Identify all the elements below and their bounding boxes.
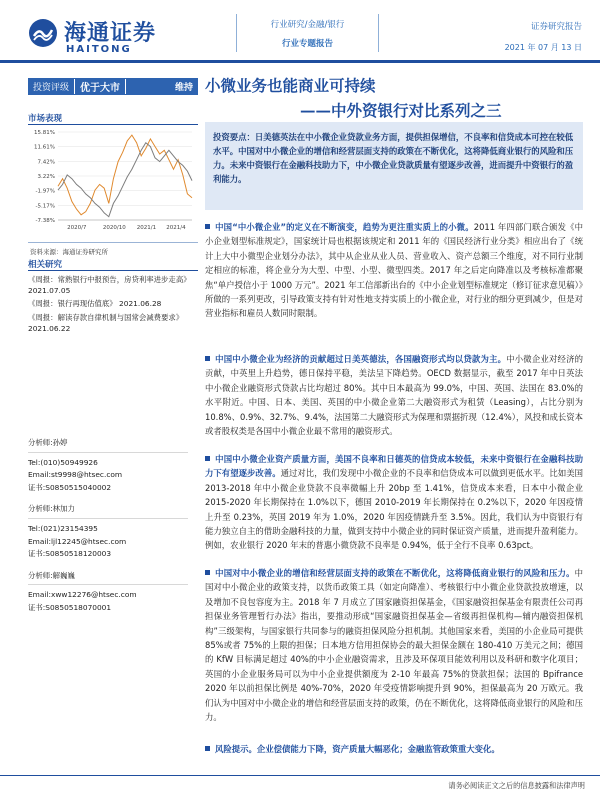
footer-disclaimer: 请务必阅读正文之后的信息披露和法律声明 [448,781,585,790]
analyst-tel: Tel:(010)50949926 [28,457,98,467]
header-rule [0,60,600,63]
related-research-list [28,274,200,336]
chart-source: 资料来源：海通证券研究所 [30,248,108,256]
rating-action: 维持 [174,83,193,93]
chart-y-tick-label: -1.97% [35,188,55,195]
chart-y-tick-label: 3.22% [37,174,55,180]
analyst-email[interactable]: Email:st9998@htsec.com [28,470,123,480]
header-category-block [240,18,375,49]
analyst-block [28,503,200,560]
related-research-item[interactable] [28,298,200,309]
chart-x-tick-label: 2021/1 [136,225,157,231]
analyst-block [28,570,200,615]
related-research-item[interactable] [28,274,200,296]
chart-x-tick-label: 2020/7 [67,225,87,231]
bullet-highlight: 中国对中小微企业的增信和经营层面支持的政策在不断优化，这将降低商业银行的风险和压力。 [215,568,575,578]
chart-y-tick-label: -5.17% [35,203,55,210]
footer-rule [0,775,600,776]
report-subtitle: ——中外资银行对比系列之三 [300,101,502,120]
bullet-section [205,742,583,756]
analyst-block [28,437,200,494]
bullet-text: 中小微企业对经济的贡献，中英里上升趋势，德日保持平稳，美法呈下降趋势。OECD 数据显示，截至 2017 年中日英法中小微企业融资形式贷款占比均超过 80%。其中日本最高为 99.0%，中国、英国、法国在 83.0%的水平附近。中国、日本、美国、英国的中小微企业第二大融资形式为租赁（Leasing），占比分别为 10.8%、0.9%、32.7%、9.4%，法国第二大融资形式为保理和票据折现（12.4%），风投和成长资本或者股权类是各国中小微企业最不常用的融资形式。 [205,354,584,437]
analyst-cert: 证书:S0850515040002 [28,482,112,492]
report-date: 2021 年 07 月 13 日 [504,43,582,52]
bullet-highlight: 中国中小微企业为经济的贡献超过日美英德法，各国融资形式均以贷款为主。 [215,354,507,364]
investment-rating-bar [28,78,198,95]
chart-series-line [58,135,192,215]
report-title: 小微业务也能商业可持续 [205,76,376,95]
related-research-title-text: 《周报：银行再现估值底》 [28,299,120,309]
related-research-title-text: 《周报：常熟银行中报预告，房贷利率进步走高》 [28,275,191,284]
analyst-name: 分析师:孙婷 [28,438,68,447]
section-rule [28,270,198,271]
header-doc-block [460,20,582,53]
market-chart-svg [28,126,198,242]
summary-text: 日美德英法在中小微企业贷款业务方面，提供担保增信，不良率和信贷成本可控在较低水平。中国对中小微企业的增信和经营层面支持的政策在不断优化，这将降低商业银行的风险和压力。未来中资银行在金融科技助力下，中小微企业贷款质量有望逐步改善，进而提升中资银行的盈利能力。 [213,132,574,184]
analyst-rule [28,584,188,585]
analyst-email[interactable]: Email:xww12276@htsec.com [28,590,137,600]
bullet-text: 2011 年四部门联合颁发《中小企业划型标准规定》，国家统计局也根据该规定和 2011 年的《国民经济行业分类》相应出台了《统计上大中小微型企业划分办法》，其中从企业从业人员、营业收入、资产总额三个维度，对不同行业制定相应的标准，将企业分为大型、中型、小型、微型四类。2017 年之后定向降准以及考核标准都聚焦“单户授信小于 1000 万元”。2021 年工信部新出台的《中小企业划型标准规定（修订征求意见稿）》所做的一系列更改，引导政策支持有针对性地支持实质上的小微企业，对行业的细分更到减少，但是对营业指标和雇员人数同时限制。 [205,222,583,319]
rating-value: 优于大市 [74,79,126,94]
related-research-item[interactable] [28,312,200,334]
bullet-highlight: 中国中小微企业资产质量方面，美国不良率和日德英的信贷成本较低，未来中资银行在金融科技助力下有望逐步改善。 [205,454,583,479]
related-research-title-text: 《周报：解读存款自律机制与国常会减费要求》 [28,312,184,322]
logo-chinese-text: 海通证券 [64,20,157,46]
bullet-highlight: 中国“中小微企业”的定义在不断演变，趋势为更注重实质上的小微。 [215,222,474,232]
company-logo [28,14,163,58]
logo-english-text: HAITONG [66,44,132,55]
chart-y-tick-label: 7.42% [37,159,55,166]
analyst-tel: Tel:(021)23154395 [28,523,98,533]
header-divider [236,14,237,52]
header-divider [378,14,379,52]
chart-bottom-rule [28,242,198,243]
chart-y-tick-label: 15.81% [34,130,55,136]
investment-summary [205,122,583,210]
related-research-date: 2021.06.28 [119,299,162,309]
bullet-marker [205,570,210,575]
rating-label: 投资评级 [33,83,70,93]
analyst-email[interactable]: Email:ljl12245@htsec.com [28,536,127,546]
document-type: 证券研究报告 [530,22,582,32]
analyst-name: 分析师:解巍巍 [28,570,75,580]
bullet-marker [205,224,210,229]
bullet-section [205,352,583,438]
bullet-section [205,452,583,553]
chart-x-tick-label: 2021/4 [166,225,186,231]
bullet-marker [205,746,210,751]
analyst-cert: 证书:S0850518120003 [28,549,112,559]
related-research-date: 2021.06.22 [28,323,71,333]
bullet-marker [205,356,210,361]
bullet-section [205,220,583,321]
related-research-title: 相关研究 [28,260,63,270]
bullet-highlight: 风险提示。企业偿债能力下降，资产质量大幅恶化；金融监管政策重大变化。 [215,744,500,754]
section-rule [28,124,198,125]
report-category: 行业研究/金融/银行 [270,20,345,30]
bullet-text: 中国对中小微企业的政策支持，以货币政策工具（如定向降准）、考核银行中小微企业贷款投放增速，以及增加不良包容度为主。2018 年 7 月成立了国家融资担保基金，《国家融资担保基金有限责任公司再担保业务管理暂行办法》指出，要推动形成“国家融资担保基金—省级再担保机构—辅内融资担保机构”三级架构，与国家银行共同参与的融资担保风险分担机制。其他国家来看，美国的小企业局可提供 85%或者 75%的上限的担保；日本地方信用担保协会的最大担保金额在 180-410 万美元之间；德国的 KfW 目标满足超过 40%的中小企业融资需求，且涉及环保项目能效利用以及科研和数字化项目；英国的小企业服务局可以为中小企业提供额度为 2-10 年最高 75%的贷款担保；法国的 Bpifrance 2020 年以前担保比例是 40%-70%，2020 年受疫情影响提升到 90%，担保最高为 20 万欧元。我们认为中国对中小微企业的增信和经营层面支持的政策，仍在不断优化，这将降低商业银行的风险和压力。 [205,568,583,723]
chart-y-tick-label: -7.38% [35,218,55,224]
bullet-text: 通过对比，我们发现中小微企业的不良率和信贷成本可以做到更低水平。比如美国 2013-2018 年中小微企业贷款不良率微幅上升 20bp 至 1.41%，信贷成本来看，日本中小微企业 2015-2020 年长期保持在 1.0%以下，德国 2010-2019 年长期保持在 0.2%以下，2020 年因疫情上升至 0.23%，英国 2019 年为 1.0%，2020 年因疫情跳升至 3.5%。因此，我们认为中资银行有能力独立自主的借助金融科技的力量，做到支持中小微企业的同时保证资产质量，进而提升盈利能力。例如，农业银行 2020 年末的普惠小微贷款不良率是 0.94%，低于全行不良率 0.63pct。 [205,468,584,551]
analyst-cert: 证书:S0850518070001 [28,602,112,612]
analyst-rule [28,518,188,519]
analyst-rule [28,452,188,453]
market-section-title: 市场表现 [28,114,63,124]
haitong-logo-icon [28,18,58,48]
analyst-name: 分析师:林加力 [28,504,75,514]
chart-y-tick-label: 11.61% [34,144,55,151]
bullet-marker [205,456,210,461]
chart-x-tick-label: 2020/10 [102,225,126,231]
market-chart [28,126,198,244]
report-type: 行业专题报告 [281,39,333,49]
analyst-list [28,437,200,624]
bullet-section [205,566,583,724]
related-research-date: 2021.07.05 [28,286,71,296]
summary-lead: 投资要点： [213,132,255,142]
